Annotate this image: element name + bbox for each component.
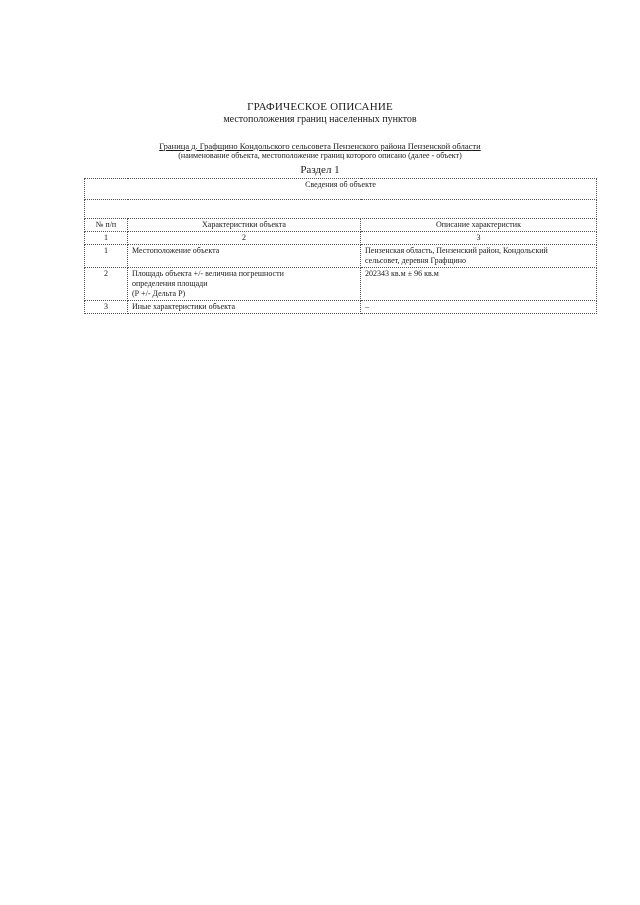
row-number: 2 (85, 268, 128, 301)
section-title: Раздел 1 (300, 164, 340, 176)
row-description-line: 202343 кв.м ± 96 кв.м (365, 269, 439, 278)
object-name-note: (наименование объекта, местоположение границ которого описано (далее - объект) (178, 151, 462, 160)
table-header-row (85, 219, 597, 232)
row-number: 3 (85, 301, 128, 314)
row-characteristic-line: Площадь объекта +/- величина погрешности (132, 269, 284, 278)
row-characteristic (128, 245, 361, 268)
table-column-numbers-row (85, 232, 597, 245)
header-number: № п/п (85, 219, 128, 232)
object-name: Граница д. Графщино Кондольского сельсовета Пензенского района Пензенской области (159, 141, 481, 151)
row-description-line: – (365, 302, 369, 311)
row-characteristic-line: Иные характеристики объекта (132, 302, 236, 311)
row-characteristic-line: определения площади (132, 279, 208, 288)
row-description (361, 301, 597, 314)
table-caption-row (85, 179, 597, 200)
document-subtitle: местоположения границ населенных пунктов (223, 114, 417, 125)
column-number-2: 2 (128, 232, 361, 245)
row-description-line: сельсовет, деревня Графщино (365, 256, 467, 265)
row-characteristic-line: Местоположение объекта (132, 246, 220, 255)
table-spacer-cell (85, 200, 597, 219)
row-description (361, 245, 597, 268)
column-number-1: 1 (85, 232, 128, 245)
table-spacer-row (85, 200, 597, 219)
object-info-table (84, 178, 597, 314)
row-characteristic (128, 301, 361, 314)
document-title: ГРАФИЧЕСКОЕ ОПИСАНИЕ (247, 101, 393, 113)
table-row (85, 245, 597, 268)
row-characteristic-line: (Р +/- Дельта Р) (132, 289, 186, 298)
row-number: 1 (85, 245, 128, 268)
table-caption: Сведения об объекте (85, 179, 597, 200)
row-description-line: Пензенская область, Пензенский район, Кондольский (365, 246, 548, 255)
header-description: Описание характеристик (361, 219, 597, 232)
row-description (361, 268, 597, 301)
column-number-3: 3 (361, 232, 597, 245)
row-characteristic (128, 268, 361, 301)
table-row (85, 301, 597, 314)
header-characteristic: Характеристики объекта (128, 219, 361, 232)
table-row (85, 268, 597, 301)
